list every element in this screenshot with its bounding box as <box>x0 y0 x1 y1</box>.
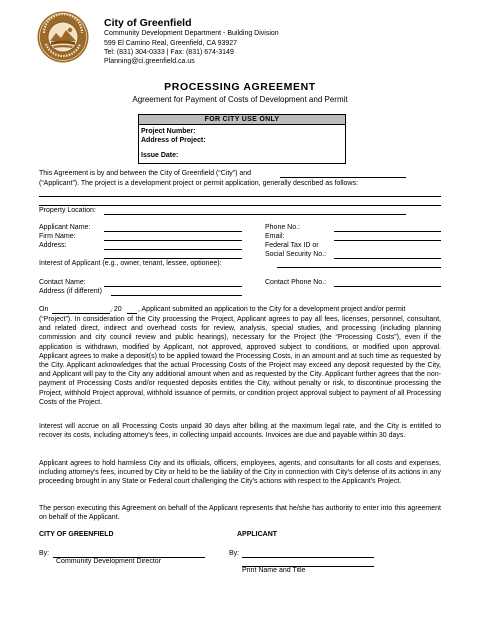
city-by-label: By: <box>39 550 50 557</box>
city-signature-heading: CITY OF GREENFIELD <box>39 531 114 538</box>
interest-field[interactable] <box>277 267 441 268</box>
project-description-line-2[interactable] <box>39 205 441 206</box>
intro-line-1: This Agreement is by and between the City of Greenfield (“City”) and <box>39 170 252 177</box>
city-email: Planning@ci.greenfield.ca.us <box>104 57 195 65</box>
interest-of-applicant-label: Interest of Applicant (e.g., owner, tenant, lessee, optionee): <box>39 260 222 267</box>
p1-year: , 20 <box>110 306 122 313</box>
applicant-name-field[interactable] <box>104 231 242 232</box>
address-if-different-field[interactable] <box>111 295 242 296</box>
contact-phone-field[interactable] <box>334 286 441 287</box>
ssn-label: Social Security No.: <box>265 251 327 258</box>
city-seal-logo <box>37 11 89 63</box>
contact-phone-label: Contact Phone No.: <box>265 279 327 286</box>
address-field-2[interactable] <box>104 258 242 259</box>
address-label: Address: <box>39 242 67 249</box>
applicant-signature-heading: APPLICANT <box>237 531 278 538</box>
city-use-only-box <box>138 114 346 164</box>
paragraph-authority: The person executing this Agreement on behalf of the Applicant represents that he/she has authority to enter into this agreement on behalf of the Applicant. <box>39 505 441 522</box>
property-location-field[interactable] <box>104 214 406 215</box>
contact-name-label: Contact Name: <box>39 279 86 286</box>
federal-tax-id-label: Federal Tax ID or <box>265 242 319 249</box>
project-description-line-1[interactable] <box>39 196 441 197</box>
firm-name-label: Firm Name: <box>39 233 76 240</box>
paragraph-processing-costs: (“Project”). In consideration of the City processing the Project, Applicant agrees to pay all fees, licenses, personnel, consultant, and related direct, indirect and overhead costs for review, analysis, special studies, and processing (including planning commission and city council review and public hearings), necessary for the Project (the “Processing Costs”), even if the application is withdrawn, modified by Applicant, not approved, approved subject to conditions, or modified upon approval. Applicant agrees to make a deposit(s) to be applied toward the Processing Costs, in an amount and at such time as requested by the City. Applicant acknowledges that the actual Processing Costs of the Project may exceed any deposit requested by the City, and Applicant will pay to the City any additional amount when and as requested by the City. Applicant further agrees that the non-payment of Processing Costs and/or requested deposits entitles the City, without penalty or risk, to discontinue processing the Project, withhold Project approval, withhold issuance of permits, or condition project approval subject to payment of all Processing Costs of the Project. <box>39 316 441 406</box>
contact-name-field[interactable] <box>104 286 242 287</box>
applicant-name-label: Applicant Name: <box>39 224 91 231</box>
firm-name-field[interactable] <box>104 240 242 241</box>
applicant-name-line[interactable] <box>280 177 406 178</box>
project-number-label: Project Number: <box>141 128 196 135</box>
date-field[interactable] <box>52 313 110 314</box>
applicant-signature-line[interactable] <box>242 557 374 558</box>
issue-date-label: Issue Date: <box>141 152 179 159</box>
page-title: PROCESSING AGREEMENT <box>164 81 316 93</box>
phone-no-field[interactable] <box>334 231 441 232</box>
intro-line-2: (“Applicant”). The project is a development project or permit application, generally described as follows: <box>39 179 358 187</box>
city-name: City of Greenfield <box>104 17 192 29</box>
email-label: Email: <box>265 233 285 240</box>
department: Community Development Department - Building Division <box>104 30 279 37</box>
address-field[interactable] <box>104 249 242 250</box>
tax-id-field[interactable] <box>334 258 441 259</box>
p1-first-line: , Applicant submitted an application to the City for a development project and/or permit <box>138 306 406 313</box>
year-field[interactable] <box>127 313 137 314</box>
address-if-different-label: Address (if different) <box>39 288 102 295</box>
paragraph-interest: Interest will accrue on all Processing Costs unpaid 30 days after billing at the maximum legal rate, and the City is entitled to recover its costs, including attorney's fees, in collecting unpaid accounts. Invoices are due and payable within 30 days. <box>39 423 441 440</box>
page-subtitle: Agreement for Payment of Costs of Development and Permit <box>132 94 348 104</box>
applicant-signature-caption: Print Name and Title <box>242 567 306 574</box>
paragraph-hold-harmless: Applicant agrees to hold harmless City and its officials, officers, employees, agents, and consultants for all costs and expenses, including attorney's fees, incurred by City or held to be the liability of the City in connection with City's defense of its actions in any proceeding brought in any State or Federal court challenging the City's actions with respect to the Applicant's Project. <box>39 460 441 486</box>
city-use-only-heading: FOR CITY USE ONLY <box>139 115 345 125</box>
applicant-by-label: By: <box>229 550 240 557</box>
city-address: 599 El Camino Real, Greenfield, CA 93927 <box>104 39 238 47</box>
property-location-label: Property Location: <box>39 207 96 214</box>
email-field[interactable] <box>334 240 441 241</box>
city-phone-fax: Tel: (831) 304-0333 | Fax: (831) 674-3149 <box>104 48 234 56</box>
phone-no-label: Phone No.: <box>265 224 301 231</box>
p1-on: On <box>39 306 49 313</box>
city-signature-caption: Community Development Director <box>56 558 162 565</box>
address-of-project-label: Address of Project: <box>141 136 206 144</box>
